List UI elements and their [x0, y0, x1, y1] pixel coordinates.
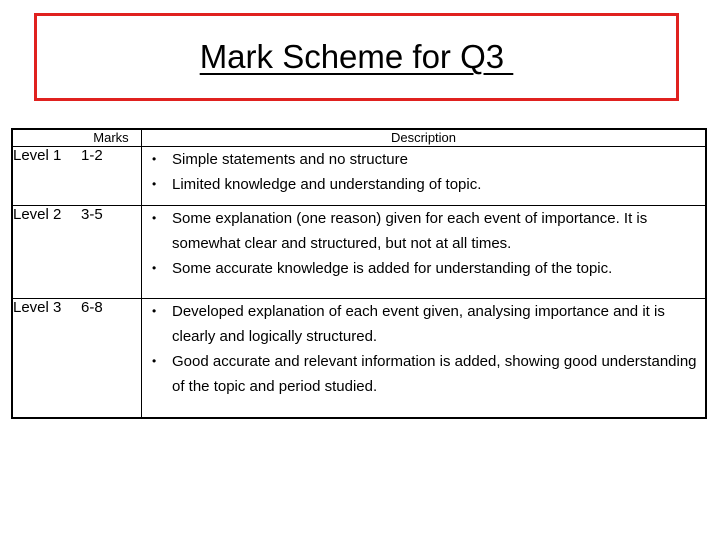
- description-cell: [142, 206, 707, 299]
- bullet-item: [142, 349, 705, 399]
- table-row: [12, 147, 706, 206]
- table-row: [12, 206, 706, 299]
- bullet-icon: •: [152, 177, 157, 191]
- header-description: Description: [142, 129, 707, 147]
- level-cell: Level 2: [13, 206, 62, 223]
- bullet-item: [142, 299, 705, 349]
- marks-cell: 3-5: [81, 206, 103, 223]
- marks-cell: 6-8: [81, 299, 103, 316]
- title-box: [34, 13, 679, 101]
- bullet-list: [142, 299, 705, 399]
- header-level: [12, 129, 81, 147]
- bullet-text: Simple statements and no structure: [172, 151, 408, 168]
- page-title: Mark Scheme for Q3: [199, 38, 514, 75]
- bullet-icon: •: [152, 354, 157, 368]
- mark-scheme-table: [11, 128, 707, 419]
- level-cell: Level 1: [13, 147, 62, 164]
- bullet-list: [142, 206, 705, 281]
- table-header-row: [12, 129, 706, 147]
- bullet-text: Some accurate knowledge is added for understanding of the topic.: [172, 260, 613, 277]
- bullet-icon: •: [152, 211, 157, 225]
- marks-cell: 1-2: [81, 147, 103, 164]
- table-row: [12, 299, 706, 419]
- description-cell: [142, 299, 707, 419]
- header-marks: Marks: [81, 129, 142, 147]
- bullet-item: [142, 147, 705, 172]
- level-cell: Level 3: [13, 299, 62, 316]
- bullet-icon: •: [152, 261, 157, 275]
- bullet-text: Some explanation (one reason) given for each event of importance. It is somewhat clear and structured, but not at all times.: [172, 210, 648, 252]
- bullet-text: Limited knowledge and understanding of topic.: [172, 176, 482, 193]
- bullet-item: [142, 172, 705, 197]
- bullet-item: [142, 206, 705, 256]
- description-cell: [142, 147, 707, 206]
- bullet-text: Developed explanation of each event given, analysing importance and it is clearly and logically structured.: [172, 303, 665, 345]
- bullet-text: Good accurate and relevant information is added, showing good understanding of the topic and period studied.: [172, 353, 697, 395]
- bullet-item: [142, 256, 705, 281]
- bullet-list: [142, 147, 705, 197]
- bullet-icon: •: [152, 152, 157, 166]
- bullet-icon: •: [152, 304, 157, 318]
